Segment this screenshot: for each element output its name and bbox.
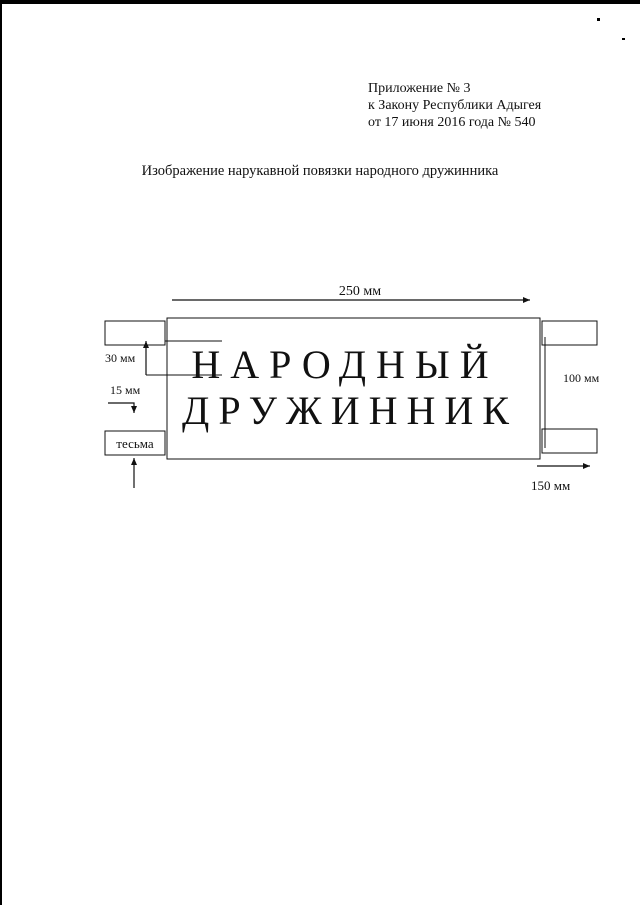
height-label: 100 мм bbox=[563, 371, 600, 385]
strap-right-top bbox=[542, 321, 597, 345]
gap-label: 15 мм bbox=[110, 383, 141, 397]
law-date: от 17 июня 2016 года № 540 bbox=[368, 115, 536, 130]
strap-height-label: 30 мм bbox=[105, 351, 136, 365]
appendix-number: Приложение № 3 bbox=[368, 81, 471, 96]
armband-text-line1: НАРОДНЫЙ bbox=[191, 342, 499, 387]
strap-label: тесьма bbox=[116, 436, 154, 451]
page-title: Изображение нарукавной повязки народного дружинника bbox=[141, 163, 499, 179]
strap-length-label: 150 мм bbox=[531, 478, 571, 493]
gap-arrow bbox=[108, 403, 134, 413]
armband-text-line2: ДРУЖИННИК bbox=[182, 388, 518, 433]
width-label: 250 мм bbox=[338, 284, 382, 299]
strap-right-bottom bbox=[542, 429, 597, 453]
law-reference: к Закону Республики Адыгея bbox=[368, 98, 542, 113]
strap-left-top bbox=[105, 321, 165, 345]
